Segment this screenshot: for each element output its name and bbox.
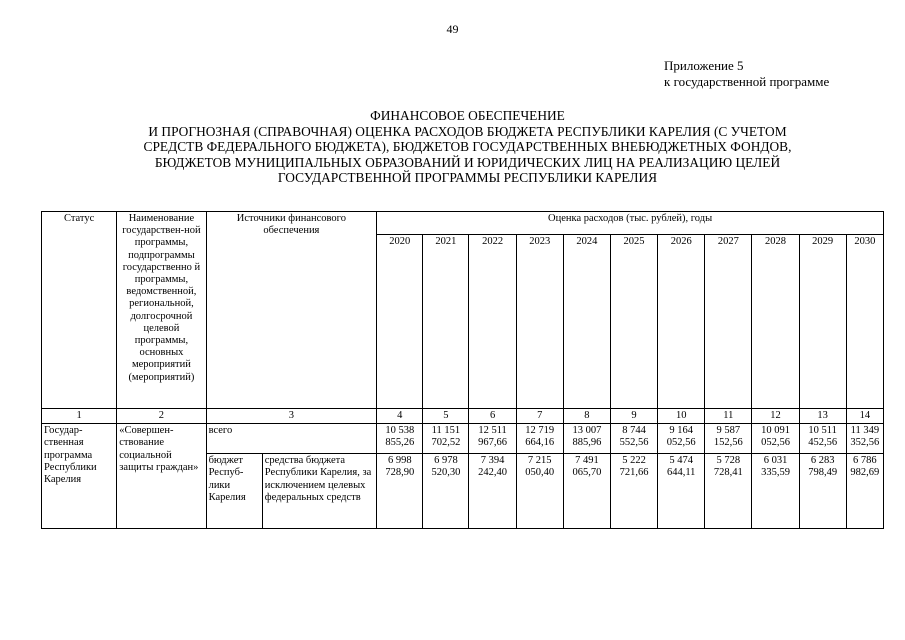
column-number: 11 <box>705 409 752 424</box>
title-line-3: СРЕДСТВ ФЕДЕРАЛЬНОГО БЮДЖЕТА), БЮДЖЕТОВ ГОСУДАРСТВЕННЫХ ВНЕБЮДЖЕТНЫХ ФОНДОВ, <box>143 139 792 154</box>
year-cell: 2028 <box>752 235 799 409</box>
column-number: 14 <box>846 409 883 424</box>
budget-value: 5 222 721,66 <box>610 454 657 529</box>
column-number: 5 <box>423 409 469 424</box>
budget-value: 7 215 050,40 <box>516 454 563 529</box>
appendix-line-2: к государственной программе <box>664 74 830 89</box>
column-number: 6 <box>469 409 516 424</box>
column-number: 9 <box>610 409 657 424</box>
year-cell: 2021 <box>423 235 469 409</box>
total-value: 12 511 967,66 <box>469 424 516 454</box>
total-value: 9 587 152,56 <box>705 424 752 454</box>
row-status: Государ-ственная программа Республики Карелия <box>42 424 117 529</box>
year-cell: 2022 <box>469 235 516 409</box>
total-value: 10 538 855,26 <box>377 424 423 454</box>
budget-value: 5 728 728,41 <box>705 454 752 529</box>
total-value: 9 164 052,56 <box>658 424 705 454</box>
year-cell: 2024 <box>563 235 610 409</box>
title-line-4: БЮДЖЕТОВ МУНИЦИПАЛЬНЫХ ОБРАЗОВАНИЙ И ЮРИДИЧЕСКИХ ЛИЦ НА РЕАЛИЗАЦИЮ ЦЕЛЕЙ <box>154 154 781 170</box>
total-value: 13 007 885,96 <box>563 424 610 454</box>
header-status: Статус <box>42 212 117 409</box>
column-number: 8 <box>563 409 610 424</box>
header-name: Наименование государствен-ной программы, подпрограммы государственно й программы, ведомственной, региональной, долгосрочной целевой программы, основных мероприятий (мероприятий) <box>117 212 206 409</box>
budget-value: 6 978 520,30 <box>423 454 469 529</box>
budget-value: 5 474 644,11 <box>658 454 705 529</box>
total-value: 10 091 052,56 <box>752 424 799 454</box>
year-cell: 2026 <box>658 235 705 409</box>
page-number: 49 <box>446 22 459 36</box>
column-number: 3 <box>206 409 377 424</box>
title-line-2: И ПРОГНОЗНАЯ (СПРАВОЧНАЯ) ОЦЕНКА РАСХОДОВ БЮДЖЕТА РЕСПУБЛИКИ КАРЕЛИЯ (С УЧЕТОМ <box>148 123 787 139</box>
title-line-1: ФИНАНСОВОЕ ОБЕСПЕЧЕНИЕ <box>370 108 565 123</box>
header-estimate: Оценка расходов (тыс. рублей), годы <box>377 212 884 235</box>
column-number: 12 <box>752 409 799 424</box>
total-value: 11 151 702,52 <box>423 424 469 454</box>
column-number: 7 <box>516 409 563 424</box>
budget-value: 6 998 728,90 <box>377 454 423 529</box>
budget-value: 7 491 065,70 <box>563 454 610 529</box>
year-cell: 2029 <box>799 235 846 409</box>
row-program-name: «Совершен-ствование социальной защиты граждан» <box>117 424 206 529</box>
header-source: Источники финансового обеспечения <box>206 212 377 409</box>
header-row <box>42 212 884 235</box>
year-cell: 2025 <box>610 235 657 409</box>
total-value: 11 349 352,56 <box>846 424 883 454</box>
title-line-5: ГОСУДАРСТВЕННОЙ ПРОГРАММЫ РЕСПУБЛИКИ КАРЕЛИЯ <box>277 170 658 185</box>
budget-value: 6 283 798,49 <box>799 454 846 529</box>
column-number: 4 <box>377 409 423 424</box>
total-value: 8 744 552,56 <box>610 424 657 454</box>
total-row <box>42 424 884 454</box>
column-numbers-row <box>42 409 884 424</box>
year-cell: 2020 <box>377 235 423 409</box>
column-number: 1 <box>42 409 117 424</box>
budget-value: 6 786 982,69 <box>846 454 883 529</box>
total-value: 10 511 452,56 <box>799 424 846 454</box>
budget-value: 6 031 335,59 <box>752 454 799 529</box>
total-label: всего <box>206 424 377 454</box>
column-number: 10 <box>658 409 705 424</box>
total-value: 12 719 664,16 <box>516 424 563 454</box>
year-cell: 2030 <box>846 235 883 409</box>
year-cell: 2023 <box>516 235 563 409</box>
year-cell: 2027 <box>705 235 752 409</box>
appendix-note <box>664 58 829 90</box>
budget-label: бюджет Респуб-лики Карелия <box>206 454 262 529</box>
column-number: 2 <box>117 409 206 424</box>
finance-table <box>41 211 884 529</box>
budget-sub-label: средства бюджета Республики Карелия, за исключением целевых федеральных средств <box>262 454 376 529</box>
budget-value: 7 394 242,40 <box>469 454 516 529</box>
appendix-line-1: Приложение 5 <box>664 58 744 73</box>
column-number: 13 <box>799 409 846 424</box>
document-title <box>60 108 875 186</box>
